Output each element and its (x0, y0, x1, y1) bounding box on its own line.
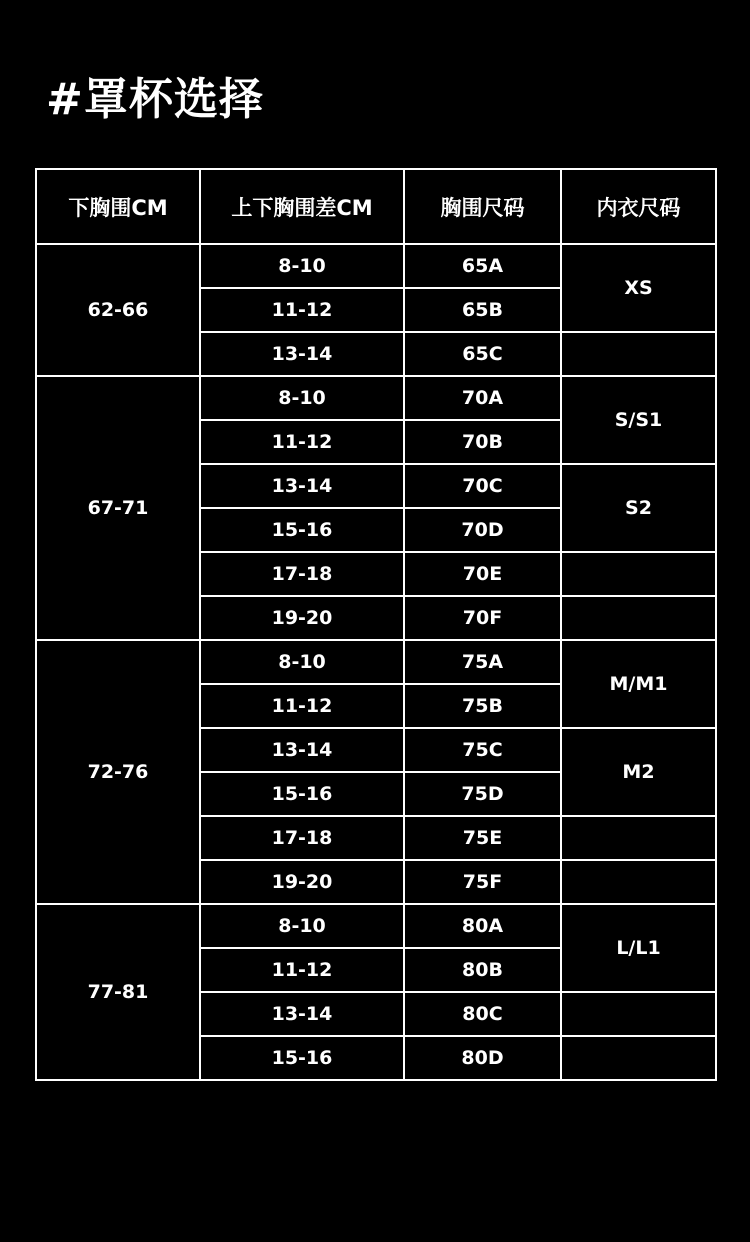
bra-size-cell: 75E (404, 816, 561, 860)
table-row (36, 904, 716, 948)
page-title: #罩杯选择 (46, 74, 264, 125)
bra-size-cell: 75D (404, 772, 561, 816)
bust-difference-cell: 19-20 (200, 596, 404, 640)
size-chart-table (35, 168, 717, 1081)
underbust-cell: 67-71 (36, 376, 200, 640)
bra-size-cell: 70E (404, 552, 561, 596)
bra-size-cell: 70F (404, 596, 561, 640)
bust-difference-cell: 8-10 (200, 244, 404, 288)
underwear-size-cell (561, 552, 716, 596)
bust-difference-cell: 11-12 (200, 420, 404, 464)
bra-size-cell: 75F (404, 860, 561, 904)
bra-size-cell: 75C (404, 728, 561, 772)
bust-difference-cell: 15-16 (200, 772, 404, 816)
underbust-cell: 72-76 (36, 640, 200, 904)
bra-size-cell: 75A (404, 640, 561, 684)
underwear-size-cell (561, 860, 716, 904)
table-row (36, 244, 716, 288)
bra-size-cell: 70B (404, 420, 561, 464)
underwear-size-cell: M2 (561, 728, 716, 816)
underwear-size-cell: XS (561, 244, 716, 332)
underbust-cell: 77-81 (36, 904, 200, 1080)
underwear-size-cell (561, 816, 716, 860)
header-row (36, 169, 716, 244)
header-bra-size: 胸围尺码 (404, 169, 561, 244)
bra-size-cell: 75B (404, 684, 561, 728)
bust-difference-cell: 13-14 (200, 728, 404, 772)
bust-difference-cell: 8-10 (200, 376, 404, 420)
bra-size-cell: 80D (404, 1036, 561, 1080)
bra-size-cell: 80B (404, 948, 561, 992)
underwear-size-cell: S/S1 (561, 376, 716, 464)
table-body (36, 244, 716, 1080)
bust-difference-cell: 11-12 (200, 948, 404, 992)
bust-difference-cell: 15-16 (200, 508, 404, 552)
underwear-size-cell: M/M1 (561, 640, 716, 728)
underwear-size-cell (561, 332, 716, 376)
bra-size-cell: 70C (404, 464, 561, 508)
bust-difference-cell: 15-16 (200, 1036, 404, 1080)
bust-difference-cell: 13-14 (200, 332, 404, 376)
bust-difference-cell: 19-20 (200, 860, 404, 904)
header-bust-difference: 上下胸围差CM (200, 169, 404, 244)
underwear-size-cell: L/L1 (561, 904, 716, 992)
bust-difference-cell: 13-14 (200, 992, 404, 1036)
bust-difference-cell: 11-12 (200, 288, 404, 332)
bra-size-cell: 80C (404, 992, 561, 1036)
bust-difference-cell: 17-18 (200, 552, 404, 596)
table-header (36, 169, 716, 244)
header-underbust: 下胸围CM (36, 169, 200, 244)
bra-size-cell: 65A (404, 244, 561, 288)
table-row (36, 376, 716, 420)
underbust-cell: 62-66 (36, 244, 200, 376)
bust-difference-cell: 11-12 (200, 684, 404, 728)
table-row (36, 640, 716, 684)
bust-difference-cell: 17-18 (200, 816, 404, 860)
bust-difference-cell: 13-14 (200, 464, 404, 508)
bra-size-cell: 80A (404, 904, 561, 948)
bust-difference-cell: 8-10 (200, 904, 404, 948)
underwear-size-cell (561, 1036, 716, 1080)
bra-size-cell: 70D (404, 508, 561, 552)
header-underwear-size: 内衣尺码 (561, 169, 716, 244)
underwear-size-cell: S2 (561, 464, 716, 552)
bra-size-cell: 65C (404, 332, 561, 376)
bra-size-cell: 70A (404, 376, 561, 420)
underwear-size-cell (561, 596, 716, 640)
underwear-size-cell (561, 992, 716, 1036)
bust-difference-cell: 8-10 (200, 640, 404, 684)
bra-size-cell: 65B (404, 288, 561, 332)
